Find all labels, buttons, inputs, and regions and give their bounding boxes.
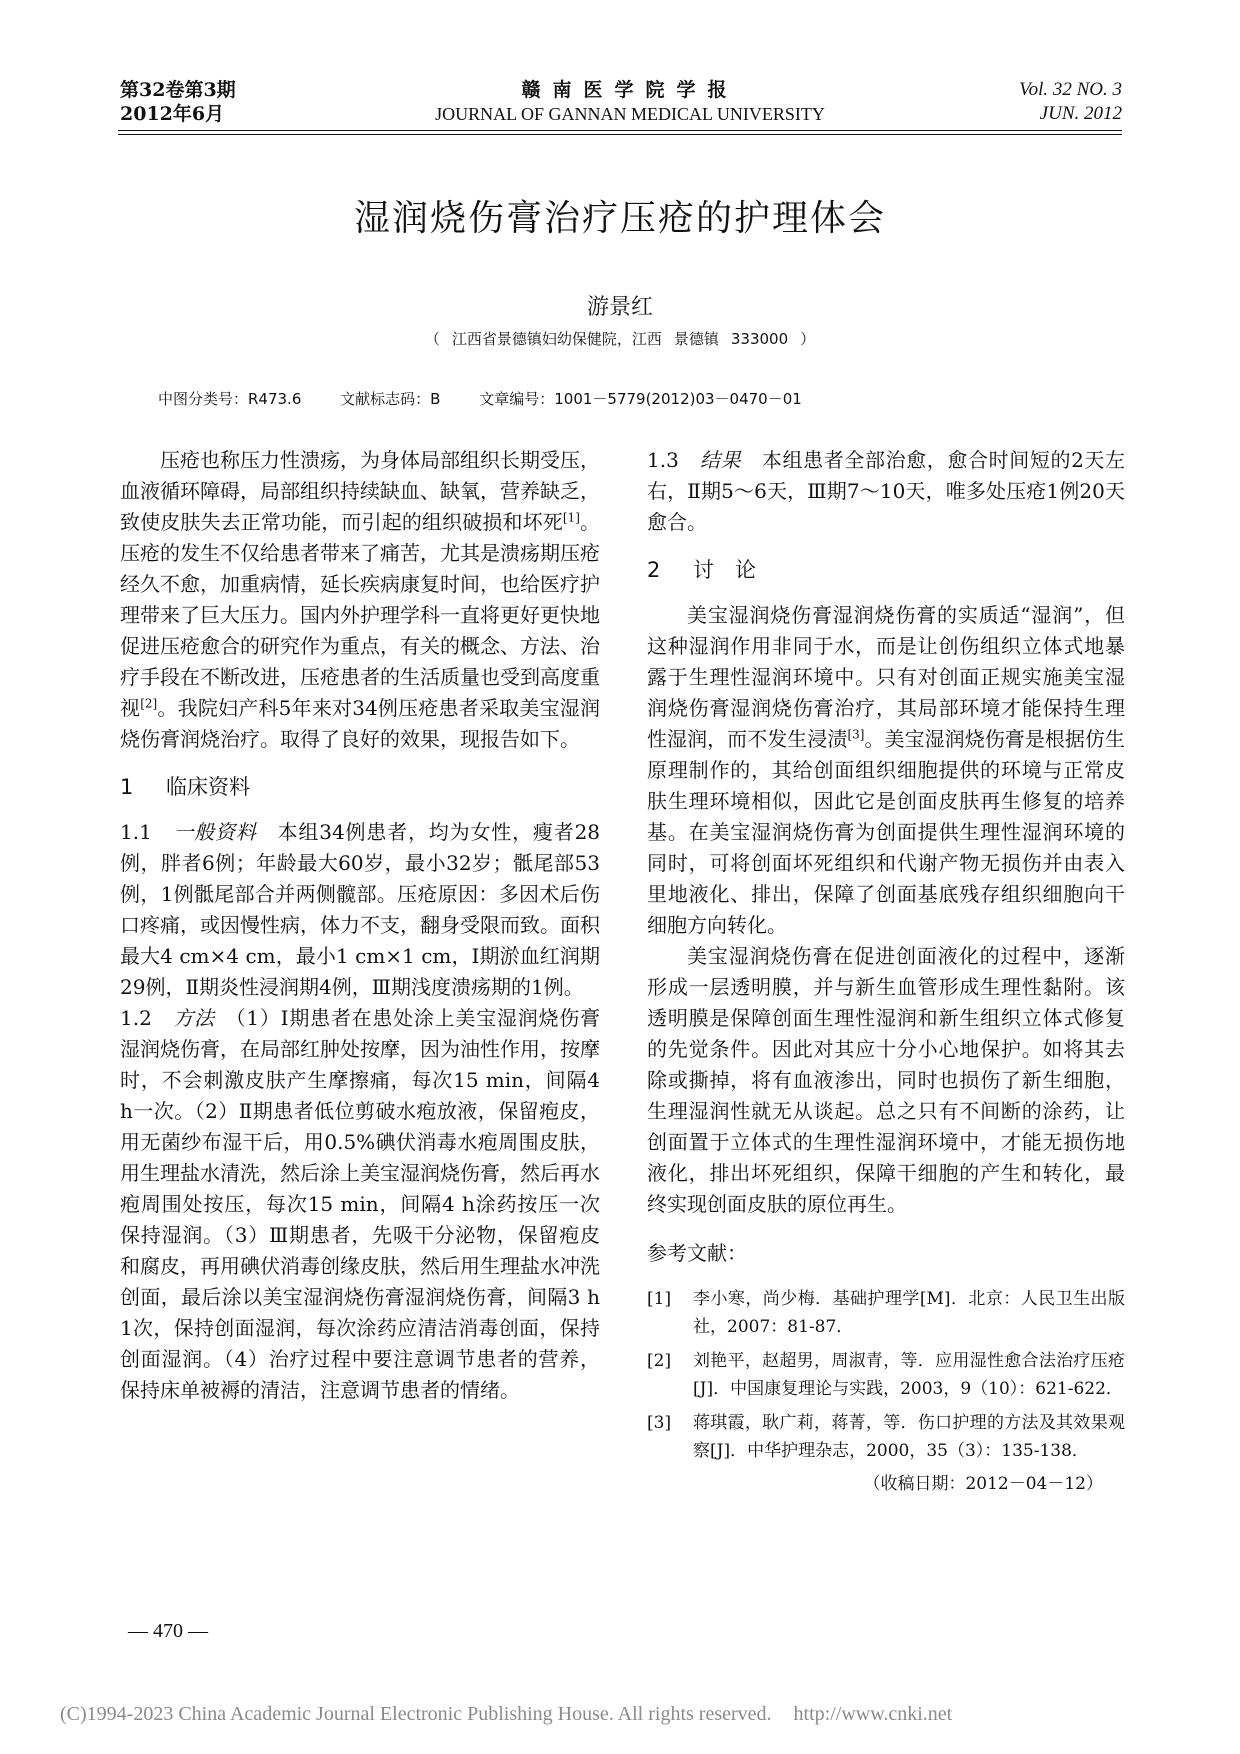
page-number: — 470 — (128, 1620, 208, 1642)
article-title: 湿润烧伤膏治疗压疮的护理体会 (353, 198, 886, 239)
subsection-1-3-heading: 结果 (700, 448, 742, 472)
affiliation-postcode: 333000 (730, 330, 789, 348)
header-rule-bottom (118, 134, 1122, 135)
cnki-link[interactable]: http://www.cnki.net (793, 1703, 953, 1725)
citation-2: [2] (140, 696, 158, 711)
reference-item: [3] 蒋琪霞，耿广莉，蒋菁，等．伤口护理的方法及其效果观察[J]．中华护理杂志，2000，35（3）：135-138． (647, 1413, 1125, 1461)
affiliation-city: 景德镇 (673, 330, 719, 348)
section-1-heading: 1 临床资料 (120, 775, 250, 799)
affiliation-close: ） (800, 330, 816, 348)
discussion-paragraph-1: 美宝湿润烧伤膏湿润烧伤膏的实质适“湿润”，但这种湿润作用非同于水，而是让创伤组织立体式地暴露于生理性湿润环境中。只有对创面正规实施美宝湿润烧伤膏湿润烧伤膏治疗，其局部环境才能保持生理性湿润，而不发生浸渍[3]。美宝湿润烧伤膏是根据仿生原理制作的，其给创面组织细胞提供的环境与正常皮肤生理环境相似，因此它是创面皮肤再生修复的培养基。在美宝湿润烧伤膏为创面提供生理性湿润环境的同时，可将创面坏死组织和代谢产物无损伤并由表入里地液化、排出，保障了创面基底残存组织细胞向干细胞方向转化。 (647, 603, 1126, 937)
reference-item: [2] 刘艳平，赵超男，周淑青，等．应用湿性愈合法治疗压疮[J]．中国康复理论与实践，2003，9（10）：621-622． (647, 1351, 1125, 1399)
citation-1: [1] (562, 510, 580, 525)
article-metadata (158, 388, 836, 409)
citation-3: [3] (847, 727, 865, 742)
subsection-1-1: 1.1 一般资料 本组34例患者，均为女性，瘦者28例，胖者6例；年龄最大60岁，最小32岁；骶尾部53例，1例骶尾部合并两侧髋部。压疮原因：多因术后伤口疼痛，或因慢性病，体力不支，翻身受限而致。面积最大4 cm×4 cm，最小1 cm×1 cm，Ⅰ期淤血红润期29例，Ⅱ期炎性浸润期4例，Ⅲ期浅度溃疡期的1例。 (120, 820, 601, 999)
discussion-paragraph-2: 美宝湿润烧伤膏在促进创面液化的过程中，逐渐形成一层透明膜，并与新生血管形成生理性黏附。该透明膜是保障创面生理性湿润和新生组织立体式修复的先觉条件。因此对其应十分小心地保护。如将其去除或撕掉，将有血液渗出，同时也损伤了新生细胞，生理湿润性就无从谈起。总之只有不间断的涂药，让创面置于立体式的生理性湿润环境中，才能无损伤地液化，排出坏死组织，保障干细胞的产生和转化，最终实现创面皮肤的原位再生。 (647, 944, 1125, 1216)
intro-paragraph: 压疮也称压力性溃疡，为身体局部组织长期受压，血液循环障碍，局部组织持续缺血、缺氧，营养缺乏，致使皮肤失去正常功能，而引起的组织破损和坏死[1]。压疮的发生不仅给患者带来了痛苦，尤其是溃疡期压疮经久不愈，加重病情，延长疾病康复时间，也给医疗护理带来了巨大压力。国内外护理学科一直将更好更快地促进压疮愈合的研究作为重点，有关的概念、方法、治疗手段在不断改进，压疮患者的生活质量也受到高度重视[2]。我院妇产科5年来对34例压疮患者采取美宝湿润烧伤膏润烧治疗。取得了良好的效果，现报告如下。 (120, 448, 601, 751)
volume-issue: 第32卷第3期 (120, 79, 236, 101)
affiliation-open: （ (424, 330, 440, 348)
journal-name-cn: 赣南医学院学报 (521, 79, 739, 101)
document-code: 文献标志码：B (340, 390, 441, 408)
running-header-right (1019, 78, 1122, 126)
subsection-1-3: 1.3 结果 本组患者全部治愈，愈合时间短的2天左右，Ⅱ期5～6天，Ⅲ期7～10天，唯多处压疮1例20天愈合。 (647, 448, 1126, 534)
body-column-right (647, 445, 1125, 1497)
volume-issue-en: Vol. 32 NO. 3 (1019, 79, 1122, 100)
copyright-footer (60, 1703, 952, 1726)
article-number: 文章编号：1001－5779(2012)03－0470－01 (479, 390, 802, 408)
running-header-journal (380, 78, 880, 126)
header-rule-top (118, 130, 1122, 131)
subsection-1-2-heading: 方法 (173, 1006, 215, 1030)
journal-name-en: JOURNAL OF GANNAN MEDICAL UNIVERSITY (435, 104, 825, 124)
section-2-heading: 2 讨 论 (647, 558, 756, 582)
author-name: 游景红 (586, 295, 653, 320)
affiliation-institution: 江西省景德镇妇幼保健院，江西 (451, 330, 662, 348)
issue-date-en: JUN. 2012 (1039, 103, 1122, 124)
issue-date: 2012年6月 (120, 103, 225, 125)
received-date: （收稿日期：2012－04－12） (863, 1474, 1103, 1494)
references-heading: 参考文献： (647, 1241, 747, 1265)
classification-number: 中图分类号：R473.6 (158, 390, 302, 408)
running-header-left (120, 78, 236, 126)
subsection-1-1-heading: 一般资料 (173, 820, 257, 844)
author-affiliation (0, 328, 1240, 349)
copyright-text: (C)1994-2023 China Academic Journal Electronic Publishing House. All rights reserved. (60, 1703, 772, 1725)
body-column-left (120, 445, 600, 1406)
subsection-1-2: 1.2 方法 （1）Ⅰ期患者在患处涂上美宝湿润烧伤膏湿润烧伤膏，在局部红肿处按摩，因为油性作用，按摩时，不会刺激皮肤产生摩擦痛，每次15 min，间隔4 h一次。（2）Ⅱ期患者低位剪破水疱放液，保留疱皮，用无菌纱布湿干后，用0.5%碘伏消毒水疱周围皮肤，用生理盐水清洗，然后涂上美宝湿润烧伤膏，然后再水疱周围处按压，每次15 min，间隔4 h涂药按压一次保持湿润。（3）Ⅲ期患者，先吸干分泌物，保留疱皮和腐皮，再用碘伏消毒创缘皮肤，然后用生理盐水冲洗创面，最后涂以美宝湿润烧伤膏湿润烧伤膏，间隔3 h 1次，保持创面湿润，每次涂药应清洁消毒创面，保持创面湿润。（4）治疗过程中要注意调节患者的营养，保持床单被褥的清洁，注意调节患者的情绪。 (120, 1006, 601, 1402)
reference-item: [1] 李小寒，尚少梅．基础护理学[M]．北京：人民卫生出版社，2007：81-87． (647, 1289, 1125, 1337)
